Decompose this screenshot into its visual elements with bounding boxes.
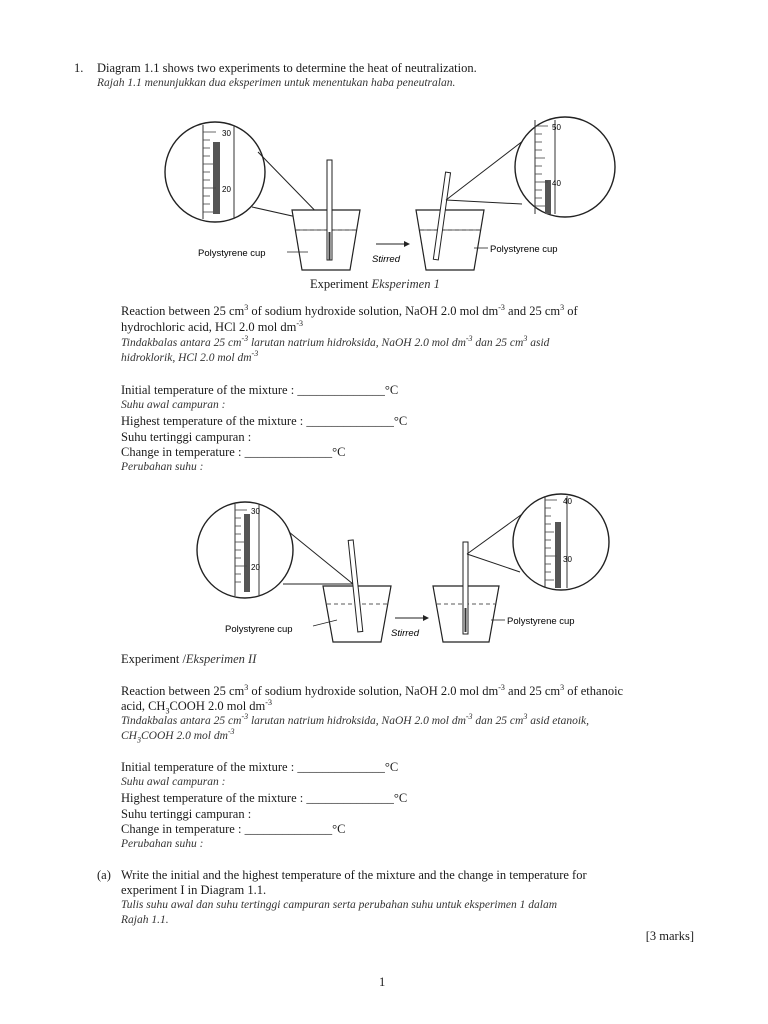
- cup-right: [416, 172, 484, 270]
- page-number: 1: [379, 975, 386, 989]
- experiment-2-diagram: [195, 492, 615, 644]
- cup-left: [323, 540, 391, 642]
- scale-label: 30: [222, 129, 231, 138]
- magnified-thermometer-left: [197, 502, 293, 598]
- part-a-label: (a): [97, 868, 111, 882]
- exp1-initial-temp-ms: Suhu awal campuran :: [121, 399, 226, 411]
- scale-label: 20: [222, 185, 231, 194]
- cup-label: Polystyrene cup: [507, 616, 575, 627]
- scale-label: 20: [251, 563, 260, 572]
- question-number: 1.: [74, 61, 84, 75]
- exp1-highest-temp: Highest temperature of the mixture : ______________°C: [121, 414, 408, 428]
- part-a-marks: [3 marks]: [645, 929, 694, 943]
- exp1-highest-temp-ms: Suhu tertinggi campuran :: [121, 430, 252, 444]
- exp2-change-temp: Change in temperature : ______________°C: [121, 822, 346, 836]
- question-intro-ms: Rajah 1.1 menunjukkan dua eksperimen untuk menentukan haba peneutralan.: [97, 77, 456, 89]
- part-a-ms-line-1: Tulis suhu awal dan suhu tertinggi campuran serta perubahan suhu untuk eksperimen 1 dalam: [121, 899, 558, 911]
- exp2-reaction-ms-line-1: Tindakbalas antara 25 $cm^{-3}$ larutan natrium hidroksida, NaOH 2.0 mol $dm^{-3}$ dan 25 $cm^3$ asid etanoik,: [121, 712, 589, 727]
- experiment-1-caption: Experiment Eksperimen 1: [310, 277, 440, 291]
- experiment-1-diagram: [160, 112, 620, 272]
- exp2-highest-temp-ms: Suhu tertinggi campuran :: [121, 807, 252, 821]
- exp2-reaction-ms-line-2: $CH_3COOH$ 2.0 mol $dm^{-3}$: [121, 727, 235, 745]
- exp2-initial-temp: Initial temperature of the mixture : ______________°C: [121, 760, 399, 774]
- exp1-reaction-line-2: hydrochloric acid, HCl 2.0 mol $dm^{-3}$: [121, 318, 303, 334]
- exp1-change-temp-ms: Perubahan suhu :: [121, 461, 204, 473]
- scale-label: 40: [552, 179, 561, 188]
- cup-label: Polystyrene cup: [225, 624, 293, 635]
- magnified-thermometer-right: [513, 494, 609, 590]
- stirred-label: Stirred: [391, 628, 419, 639]
- exp1-reaction-ms-line-1: Tindakbalas antara 25 $cm^{-3}$ larutan natrium hidroksida, NaOH 2.0 mol $dm^{-3}$ dan 25 $cm^3$ asid: [121, 334, 550, 349]
- exp1-change-temp: Change in temperature : ______________°C: [121, 445, 346, 459]
- part-a-en-line-1: Write the initial and the highest temperature of the mixture and the change in temperature for: [121, 868, 587, 882]
- exp2-reaction-line-1: Reaction between 25 $cm^3$ of sodium hydroxide solution, NaOH 2.0 mol $dm^{-3}$ and 25 $cm^3$ of ethanoic: [121, 682, 624, 698]
- scale-label: 30: [251, 507, 260, 516]
- exp2-initial-temp-ms: Suhu awal campuran :: [121, 776, 226, 788]
- exp1-initial-temp: Initial temperature of the mixture : ______________°C: [121, 383, 399, 397]
- cup-label: Polystyrene cup: [490, 244, 558, 255]
- stirred-label: Stirred: [372, 254, 400, 265]
- cup-right: [433, 542, 499, 642]
- exp2-change-temp-ms: Perubahan suhu :: [121, 838, 204, 850]
- question-intro-en: Diagram 1.1 shows two experiments to determine the heat of neutralization.: [97, 61, 477, 75]
- exp2-highest-temp: Highest temperature of the mixture : ______________°C: [121, 791, 408, 805]
- magnified-thermometer-right: [515, 117, 615, 217]
- scale-label: 40: [563, 497, 572, 506]
- part-a-en-line-2: experiment I in Diagram 1.1.: [121, 883, 267, 897]
- magnified-thermometer-left: [165, 122, 265, 222]
- experiment-2-caption: Experiment /Eksperimen II: [121, 652, 257, 666]
- scale-label: 30: [563, 555, 572, 564]
- exp1-reaction-line-1: Reaction between 25 $cm^3$ of sodium hydroxide solution, NaOH 2.0 mol $dm^{-3}$ and 25 $cm^3$ of: [121, 302, 578, 318]
- cup-left: [292, 160, 360, 270]
- cup-label: Polystyrene cup: [198, 248, 266, 259]
- exp1-reaction-ms-line-2: hidroklorik, HCl 2.0 mol $dm^{-3}$: [121, 349, 259, 364]
- part-a-ms-line-2: Rajah 1.1.: [121, 914, 169, 926]
- exp2-reaction-line-2: acid, $CH_3COOH$ 2.0 mol $dm^{-3}$: [121, 697, 272, 716]
- scale-label: 50: [552, 123, 561, 132]
